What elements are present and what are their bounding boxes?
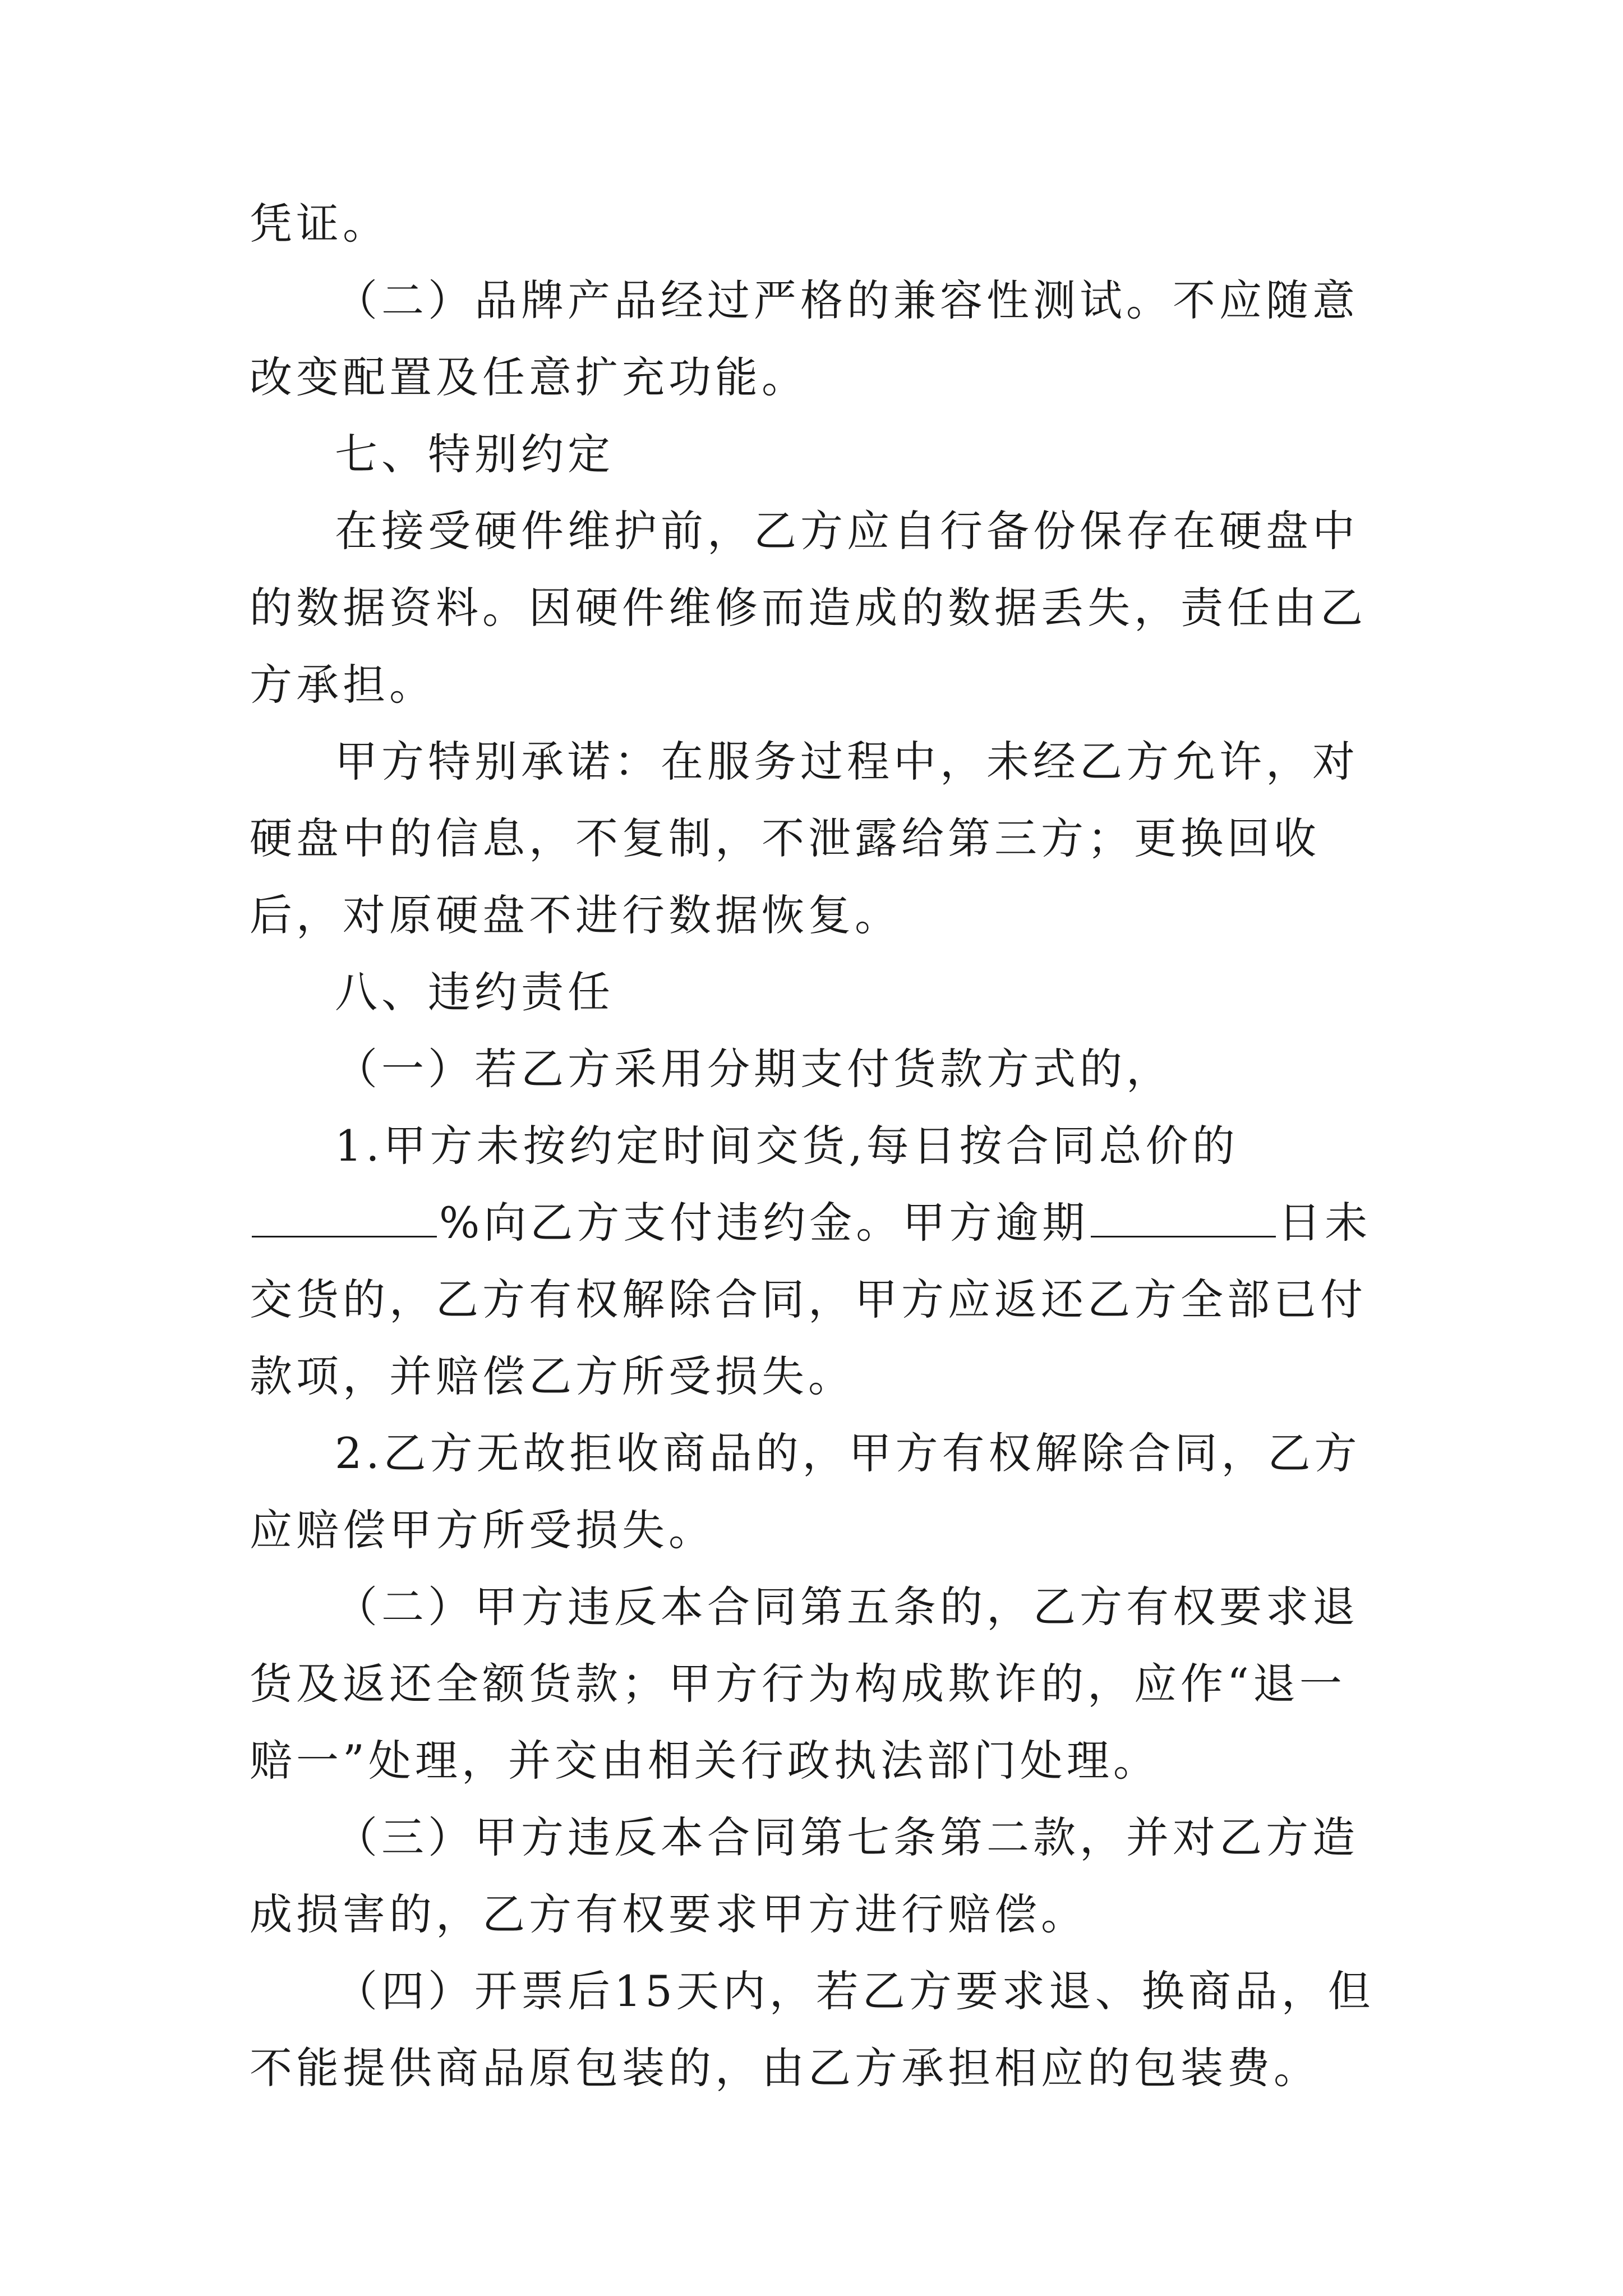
- paragraph-late-delivery: [250, 1107, 1382, 1415]
- paragraph-privacy-promise: 甲方特别承诺：在服务过程中，未经乙方允许，对硬盘中的信息，不复制，不泄露给第三方；更换回收后，对原硬盘不进行数据恢复。: [250, 737, 1359, 940]
- paragraph-refusal: 2.乙方无故拒收商品的，甲方有权解除合同，乙方应赔偿甲方所受损失。: [250, 1428, 1361, 1555]
- paragraph-installment: （一）若乙方采用分期支付货款方式的，: [335, 1044, 1173, 1094]
- paragraph-voucher: 凭证。: [250, 199, 389, 249]
- section-heading-liability: 八、违约责任: [335, 967, 614, 1017]
- late-delivery-text-2: %向乙方支付违约金。甲方逾期: [439, 1198, 1089, 1248]
- blank-percent-field[interactable]: [252, 1200, 437, 1237]
- section-heading-special-terms: 七、特别约定: [335, 429, 614, 479]
- paragraph-damage: （三）甲方违反本合同第七条第二款，并对乙方造成损害的，乙方有权要求甲方进行赔偿。: [250, 1812, 1359, 1939]
- contract-text: [250, 185, 1382, 2106]
- late-delivery-text-3: 日未交货的，乙方有权解除合同，甲方应返还乙方全部已付款项，并赔偿乙方所受损失。: [250, 1198, 1372, 1401]
- paragraph-packaging: （四）开票后15天内，若乙方要求退、换商品，但不能提供商品原包装的，由乙方承担相应的包装费。: [250, 1966, 1375, 2093]
- paragraph-compatibility: （二）品牌产品经过严格的兼容性测试。不应随意改变配置及任意扩充功能。: [250, 275, 1359, 402]
- late-delivery-text-1: 1.甲方未按约定时间交货,每日按合同总价的: [335, 1121, 1239, 1171]
- paragraph-fraud: （二）甲方违反本合同第五条的，乙方有权要求退货及返还全额货款；甲方行为构成欺诈的，应作“退一赔一”处理，并交由相关行政执法部门处理。: [250, 1582, 1359, 1786]
- paragraph-backup: 在接受硬件维护前，乙方应自行备份保存在硬盘中的数据资料。因硬件维修而造成的数据丢失，责任由乙方承担。: [250, 506, 1367, 710]
- blank-days-field[interactable]: [1091, 1200, 1276, 1237]
